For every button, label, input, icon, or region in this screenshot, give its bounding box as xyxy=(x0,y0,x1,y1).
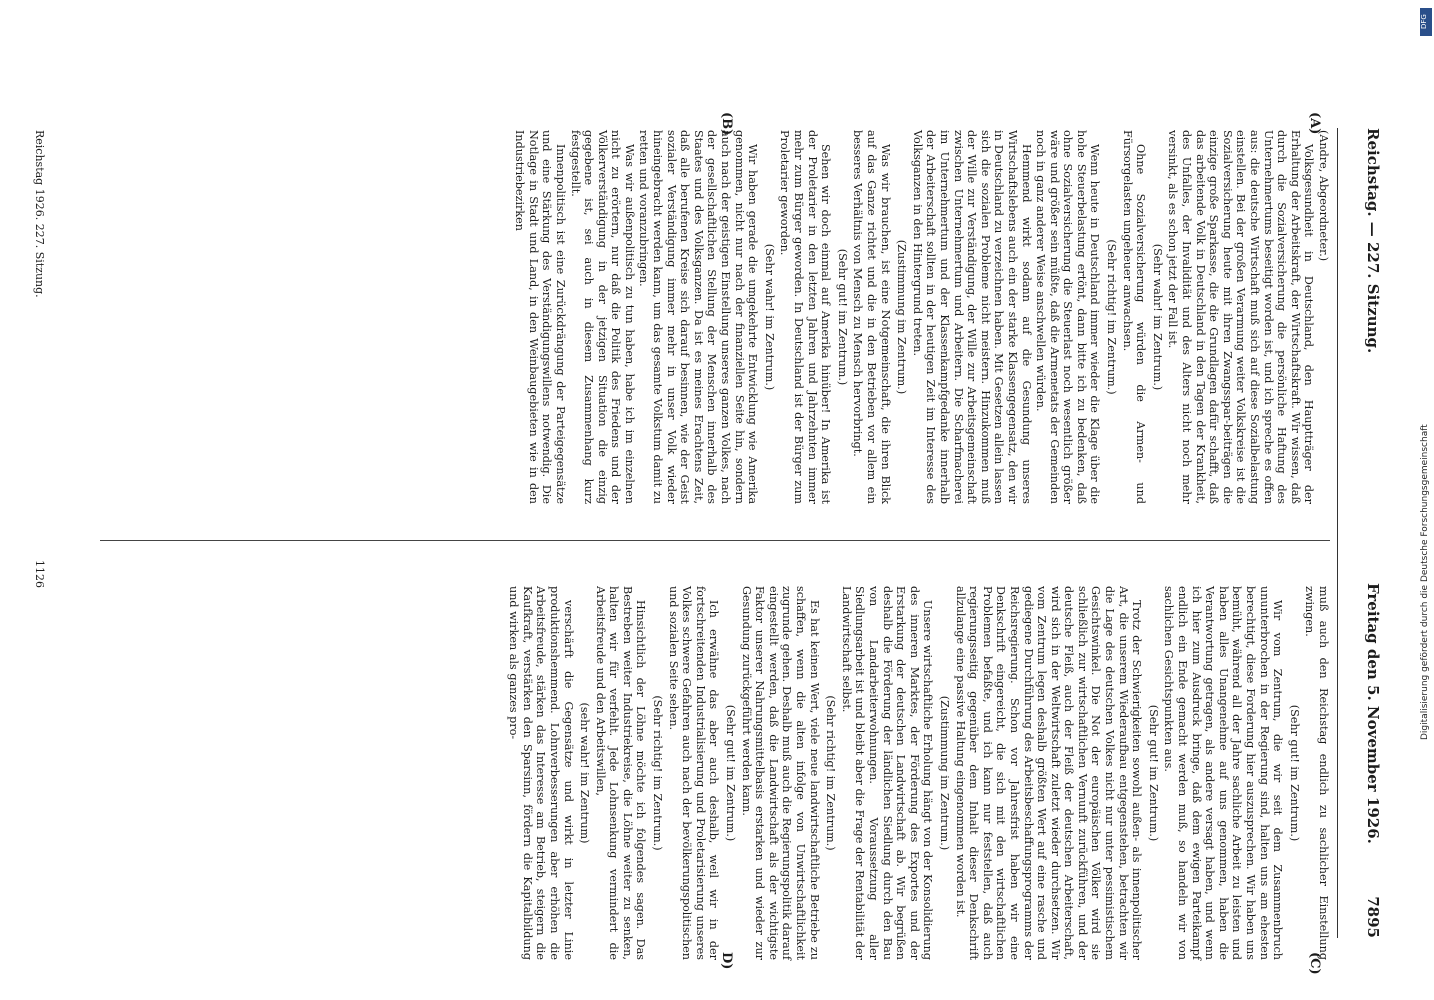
page-content xyxy=(14,0,1434,1000)
left-column xyxy=(512,130,1330,504)
paragraph: verschärft die Gegensätze und wirkt in letzter Linie produktionshemmend. Lohnverbesserungen aber erhöhen die Arbeitsfreude, stärken das Interesse am Betrieb, steigern die Kaufkraft, verstärken den Sparsinn, fördern die Kapitalbildung und wirken als ganzes pro- xyxy=(507,586,575,960)
interjection: (Zustimmung im Zentrum.) xyxy=(895,239,909,395)
paragraph: Hinsichtlich der Löhne möchte ich folgendes sagen. Das Bestreben weiter Industriekreise, die Löhne weiter zu senken, halten wir für verfehlt. Jede Lohnsenkung vermindert die Arbeitsfreude und den Arbeitswillen, xyxy=(593,586,648,960)
paragraph: Was wir brauchen, ist eine Notgemeinschaft, die ihren Blick auf das Ganze richtet und die in den Betrieben vor allem ein besseres Verhältnis von Mensch zu Mensch hervorbringt. xyxy=(851,130,892,504)
interjection: (Sehr gut! im Zentrum.) xyxy=(1146,704,1160,842)
paragraph: (Andre, Abgeordneter.) xyxy=(1317,130,1330,262)
dfg-credit: Digitalisierung gefördert durch die Deutsche Forschungsgemeinschaft xyxy=(1420,424,1430,740)
paragraph: Innenpolitisch ist eine Zurückdrängung der Parteigegensätze und eine Stärkung des Verständigungswillens notwendig. Die Notlage in Stadt und Land, in den Weinbaugebieten wie in den Industriebezirken xyxy=(513,130,567,504)
page-header xyxy=(1354,128,1394,938)
margin-mark-a: (A) xyxy=(1307,112,1322,135)
margin-mark-c: (C) xyxy=(1307,952,1322,975)
margin-mark-b: (B) xyxy=(719,112,734,136)
paragraph: muß auch den Reichstag endlich zu sachlicher Einstellung zwingen. xyxy=(1303,586,1330,960)
paragraph: Unsere wirtschaftliche Erholung hängt von der Konsolidierung des inneren Marktes, der Förderung des Exportes und der Erstarkung der deutschen Landwirtschaft ab. Wir begrüßen deshalb die Förderung der ländlichen Siedlung durch den Bau von Landarbeiterwohnungen. Voraussetzung aller Siedlungsarbeit ist und bleibt aber die Frage der Rentabilität der Landwirtschaft selbst. xyxy=(839,586,935,960)
paragraph: Wir vom Zentrum, die wir seit dem Zusammenbruch ununterbrochen in der Regierung sind, halten uns am ehesten berechtigt, diese Forderung hier auszusprechen. Wir haben uns bemüht, während all der Jahre sachliche Arbeit zu leisten und haben alles Unangenehme auf uns genommen, haben die Verantwortung getragen, als andere versagt haben, und wenn ich hier zum Ausdruck bringe, daß dem ewigen Parteikampf endlich ein Ende gemacht werden muß, so handeln wir von sachlichen Gesichtspunkten aus. xyxy=(1162,586,1285,960)
interjection: (Sehr wahr! im Zentrum.) xyxy=(1150,243,1164,391)
column-divider xyxy=(100,540,1330,541)
interjection: (Sehr gut! im Zentrum.) xyxy=(835,248,849,386)
paragraph: Es hat keinen Wert, viele neue landwirtschaftliche Betriebe zu schaffen, wenn die alten infolge von Unwirtschaftlichkeit zugrunde gehen. Deshalb muß auch die Regierungspolitik darauf eingestellt werden, daß die Landwirtschaft als der wichtigste Faktor unserer Nahrungsmittelbasis erstarken und wieder zur Gesundung zurückgeführt werden kann. xyxy=(739,586,821,960)
paragraph: Wir haben gerade die umgekehrte Entwicklung wie Amerika genommen, nicht nur nach der finanziellen Seite hin, sondern auch nach der geistigen Einstellung unseres ganzen Volkes, nach der gesellschaftlichen Stellung der Menschen innerhalb des Staates und des Volksganzen. Da ist es meines Erachtens Zeit, daß alle berufenen Kreise sich darauf besinnen, wie der Geist sozialer Verständigung immer mehr in unser Volk wieder hineingebracht werden kann, um das gesamte Volkstum damit zu retten und voranzubringen. xyxy=(637,130,760,504)
interjection: (Sehr gut! im Zentrum.) xyxy=(1287,704,1301,842)
paragraph: Ohne Sozialversicherung würden die Armen- und Fürsorgelasten ungeheuer anwachsen. xyxy=(1120,130,1148,504)
interjection: (Sehr wahr! im Zentrum.) xyxy=(762,243,776,391)
right-column xyxy=(506,586,1330,960)
dfg-logo: DFG xyxy=(1420,8,1432,36)
footer-session: Reichstag 1926. 227. Sitzung. xyxy=(33,130,46,298)
paragraph: Hemmend wirkt sodann auf die Gesundung unseres Wirtschaftslebens auch ein der starke Klassengegensatz, den wir in Deutschland zu verzeichnen haben. Mit Gesetzen allein lassen sich die sozialen Probleme nicht meistern. Hinzukommen muß der Wille zur Verständigung, der Wille zur Arbeitsgemeinschaft zwischen Unternehmertum und Arbeitern. Die Scharfmacherei im Unternehmertum und der Klassenkampfgedanke innerhalb der Arbeiterschaft sollten in der heutigen Zeit im Interesse des Volksganzen in den Hintergrund treten. xyxy=(910,130,1033,504)
interjection: (Sehr richtig! im Zentrum.) xyxy=(651,695,665,851)
page-number: 7895 xyxy=(1364,896,1382,938)
footer-number: 1126 xyxy=(33,560,46,588)
interjection: (Sehr richtig! im Zentrum.) xyxy=(824,695,838,851)
header-rule xyxy=(1337,128,1338,938)
interjection: (Zustimmung im Zentrum.) xyxy=(937,695,951,851)
header-session: Reichstag. — 227. Sitzung. xyxy=(1364,128,1382,354)
paragraph: Was wir außenpolitisch zu tun haben, habe ich im einzelnen nicht zu erörtern, nur daß die Politik des Friedens und der Völkerverständigung in der jetzigen Situation die einzig gegebene ist, sei auch in diesem Zusammenhang kurz festgestellt. xyxy=(568,130,636,504)
header-date: Freitag den 5. November 1926. xyxy=(1364,583,1382,844)
paragraph: Ich erwähne das aber auch deshalb, weil wir in der fortschreitenden Industrialisierung und Proletarisierung unseres Volkes schwere Gefahren auch nach der bevölkerungspolitischen und sozialen Seite sehen. xyxy=(666,586,721,960)
margin-mark-d: D) xyxy=(719,952,734,970)
paragraph: Wenn heute in Deutschland immer wieder die Klage über die hohe Steuerbelastung ertönt, dann bitte ich zu bedenken, daß ohne Sozialversicherung die Steuerlast noch wesentlich größer wäre und größer sein müßte, daß die Armenetats der Gemeinden noch in ganz anderer Weise anschwellen würden. xyxy=(1034,130,1102,504)
paragraph: Trotz der Schwierigkeiten sowohl außen- als innenpolitischer Art, die unserem Wiederaufbau entgegenstehen, betrachten wir die Lage des deutschen Volkes nicht nur unter pessimistischem Gesichtswinkel. Die Not der europäischen Völker wird sie schließlich zur wirtschaftlichen Vernunft zurückführen, und der deutsche Fleiß, auch der Fleiß der deutschen Arbeiterschaft, wird sich in der Weltwirtschaft zuletzt wieder durchsetzen. Wir vom Zentrum legen deshalb größten Wert auf eine rasche und gediegene Durchführung des Arbeitsbeschaffungsprogramms der Reichsregierung. Schon vor Jahresfrist haben wir eine Denkschrift eingereicht, die sich mit den wirtschaftlichen Problemen befaßte, und ich kann nur feststellen, daß auch regierungsseitig gegenüber dem Inhalt dieser Denkschrift allzulange eine passive Haltung eingenommen worden ist. xyxy=(953,586,1144,960)
interjection: (Sehr richtig! im Zentrum.) xyxy=(1105,239,1119,395)
interjection: (Sehr gut! im Zentrum.) xyxy=(724,704,738,842)
interjection: (sehr wahr! im Zentrum) xyxy=(578,702,592,844)
paragraph: Sehen wir doch einmal auf Amerika hinüber! In Amerika ist der Proletarier in den letzten Jahren und Jahrzehnten immer mehr zum Bürger geworden. In Deutschland ist der Bürger zum Proletarier geworden. xyxy=(778,130,833,504)
paragraph: Volksgesundheit in Deutschland, den Hauptträger der Erhaltung der Arbeitskraft, der Wirtschaftskraft. Wir wissen, daß durch die Sozialversicherung die persönliche Haftung des Unternehmertums beseitigt worden ist, und ich spreche es offen aus: die deutsche Wirtschaft muß sich auf diese Sozialbelastung einstellen. Bei der großen Verarmung weiter Volkskreise ist die Sozialversicherung heute mit ihren Zwangsspar-beiträgen die einzige große Sparkasse, die die Grundlagen dafür schafft, daß das arbeitende Volk in Deutschland in den Tagen der Krankheit, des Unfalles, der Invalidität und des Alters nicht noch mehr versinkt, als es schon jetzt der Fall ist. xyxy=(1166,130,1316,504)
